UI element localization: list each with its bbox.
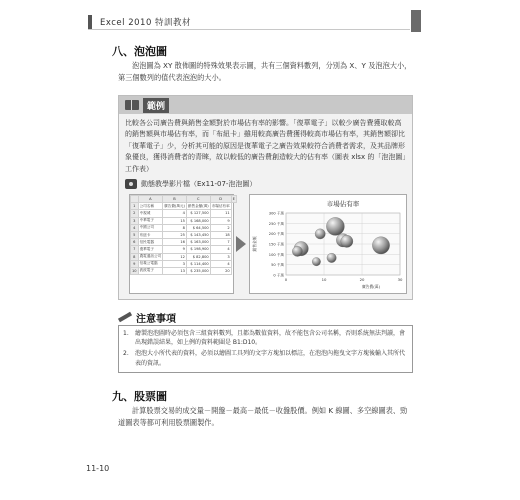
chart-title: 市場佔有率 [326, 200, 360, 208]
sheet-column-letter: D [210, 196, 231, 203]
y-tick-label: 300 千萬 [268, 211, 284, 216]
sheet-row [131, 217, 237, 224]
sheet-cell: 9 [163, 246, 187, 253]
sheet-cell: 中視城 [138, 210, 163, 217]
sheet-row [131, 239, 237, 246]
example-text: 比較各公司廣告費與銷售金額對於市場佔有率的影響。「復華電子」以較少廣告費獲取較高的銷售額與市場佔有率，而「布紐卡」雖用較高廣告費獲得較高市場佔有率，其銷售額卻比「復華電子」少，分析其可能的原因是復華電子之廣告效果較符合消費者需求，及其品牌形象優良，獲得消費者的青睞，故以較低的廣告費創造較大的佔有率（圖表 xlsx 的「泡泡圖」工作表） [125, 119, 406, 173]
sheet-column-letter [131, 196, 139, 203]
bubble-chart [249, 194, 407, 294]
note-header [118, 310, 413, 324]
sheet-row [131, 224, 237, 231]
header-title: Excel 2010 特訓教材 [100, 17, 192, 28]
bubble-point [372, 237, 389, 254]
sheet-column-letter: E [232, 197, 235, 202]
sheet-cell: 中國公司 [138, 224, 163, 231]
sheet-cell: 波波電子 [138, 267, 163, 274]
sheet-cell: 布紐卡 [138, 231, 163, 238]
sheet-column-letter: C [186, 196, 210, 203]
video-file-label: 動態教學影片檔（Ex11-07-泡泡圖） [141, 180, 257, 188]
arrow-icon [236, 236, 246, 252]
sheet-cell: 4 [210, 246, 231, 253]
book-icon [125, 100, 139, 110]
note-item-number: 2. [123, 350, 129, 358]
sheet-cell: 廣告費(萬元) [163, 203, 187, 210]
sheet-cell: 銷售金額(萬) [186, 203, 210, 210]
sheet-row-number: 7 [131, 246, 139, 253]
sheet-row [131, 260, 237, 267]
y-tick-label: 200 千萬 [268, 232, 284, 237]
sheet-cell: 農電通訊公司 [138, 253, 163, 260]
x-tick-label: 10 [321, 277, 327, 282]
sheet-cell: 4 [210, 260, 231, 267]
note-item-text: 泡泡大小所代表的資料，必須以繪圖工具列的文字方塊加以標註，在泡泡內拖曳文字方塊後輸入其所代表的資訊。 [135, 350, 406, 367]
y-tick-label: 50 千萬 [271, 263, 284, 268]
sheet-row-number: 5 [131, 231, 139, 238]
sheet-cell: $ 64,500 [186, 224, 210, 231]
sheet-row-number: 1 [131, 203, 139, 210]
bubble-point [341, 235, 353, 247]
sheet-column-letter: B [163, 196, 187, 203]
pencil-icon [118, 312, 132, 322]
header-mark [88, 15, 92, 29]
sheet-cell: $ 82,800 [186, 253, 210, 260]
bubble-point [315, 229, 325, 239]
sheet-cell: $ 168,000 [186, 217, 210, 224]
y-tick-label: 250 千萬 [268, 221, 284, 226]
running-header [88, 14, 410, 30]
sheet-row-number: 10 [132, 268, 137, 273]
sheet-row-number: 4 [131, 224, 139, 231]
bubble-point [327, 253, 336, 262]
note-item-number: 1. [123, 330, 129, 337]
y-tick-label: 100 千萬 [268, 252, 284, 257]
sheet-cell: 15 [163, 217, 187, 224]
sheet-column-letter: A [138, 196, 163, 203]
sheet-cell: $ 114,400 [186, 260, 210, 267]
sheet-cell: 信義公電腦 [138, 260, 163, 267]
bubble-point [312, 257, 320, 265]
section-8-text: 泡泡圖為 XY 散佈圖的特殊效果表示圖，共有三個資料數列，分別為 X、Y 及泡泡大小，第三個數列的值代表泡泡的大小。 [118, 61, 412, 82]
sheet-row-number: 3 [131, 217, 139, 224]
sheet-cell: 公司名稱 [138, 203, 163, 210]
sheet-cell: 3 [210, 253, 231, 260]
x-axis-label: 廣告費(萬) [361, 284, 381, 289]
section-9-title: 九、股票圖 [112, 390, 167, 403]
sheet-cell: $ 163,000 [186, 239, 210, 246]
section-9-text: 計算股票交易的成交量－開盤－最高－最低－收盤股價。例如 K 線圖、多空線圖表、勁道圖表等都可利用股票圖製作。 [118, 406, 408, 427]
sheet-cell: 12 [163, 253, 187, 260]
note-item [123, 329, 408, 347]
sheet-cell: 25 [163, 231, 187, 238]
note-label: 注意事項 [136, 313, 176, 325]
sheet-cell: 2 [210, 224, 231, 231]
sheet-cell: 市場佔有率 [210, 203, 231, 210]
note-item-text: 繪製泡泡圖時必須包含三組資料數列，且都為數值資料，故不能包含公司名稱，否則系統無法判讀，會出現錯誤結果，如上例的資料範圍是 B1:D10。 [135, 330, 406, 347]
sheet-cell: 7 [210, 239, 231, 246]
sheet-row-number: 2 [131, 210, 139, 217]
example-label: 範例 [143, 98, 169, 113]
sheet-cell: $ 127,500 [186, 210, 210, 217]
note-item [123, 349, 408, 367]
bubble-chart-svg [250, 195, 408, 295]
bubble-point [292, 246, 302, 256]
sheet-cell: 13 [163, 267, 187, 274]
x-tick-label: 30 [397, 277, 403, 282]
sheet-cell: 8 [163, 224, 187, 231]
page-number: 11-10 [86, 464, 110, 473]
sheet-cell: 11 [210, 210, 231, 217]
sheet-row-number: 9 [131, 260, 139, 267]
sheet-row [131, 231, 237, 238]
sheet-table [130, 195, 237, 275]
sheet-cell: 復華電子 [138, 246, 163, 253]
chapter-tab [411, 10, 421, 32]
spreadsheet-screenshot [129, 194, 234, 294]
sheet-cell: 中華電子 [138, 217, 163, 224]
sheet-row [131, 246, 237, 253]
example-header [119, 96, 412, 114]
video-file-line [125, 179, 256, 189]
note-box [118, 310, 413, 372]
sheet-row [131, 210, 237, 217]
sheet-cell: 18 [210, 231, 231, 238]
sheet-row [131, 253, 237, 260]
sheet-row [131, 267, 237, 274]
sheet-cell: 3 [163, 260, 187, 267]
section-8-title: 八、泡泡圖 [112, 45, 167, 58]
example-box [118, 95, 413, 300]
film-icon [125, 179, 137, 189]
x-tick-label: 20 [359, 277, 365, 282]
sheet-column-header-row [131, 196, 237, 203]
y-tick-label: 0 千萬 [273, 273, 284, 278]
x-tick-label: 0 [284, 277, 288, 282]
sheet-cell: 信民電器 [138, 239, 163, 246]
y-tick-label: 150 千萬 [268, 242, 284, 247]
sheet-cell: 4 [163, 210, 187, 217]
sheet-row [131, 203, 237, 210]
y-axis-label: 銷售金額 [252, 236, 257, 252]
sheet-cell: 9 [210, 217, 231, 224]
sheet-row-number: 6 [131, 239, 139, 246]
sheet-cell: $ 235,000 [186, 267, 210, 274]
sheet-cell: $ 143,450 [186, 231, 210, 238]
sheet-cell: 16 [163, 239, 187, 246]
bubble-point [326, 217, 344, 235]
sheet-cell: $ 198,900 [186, 246, 210, 253]
sheet-row-number: 8 [131, 253, 139, 260]
note-body [118, 325, 413, 373]
sheet-cell: 20 [210, 267, 231, 274]
